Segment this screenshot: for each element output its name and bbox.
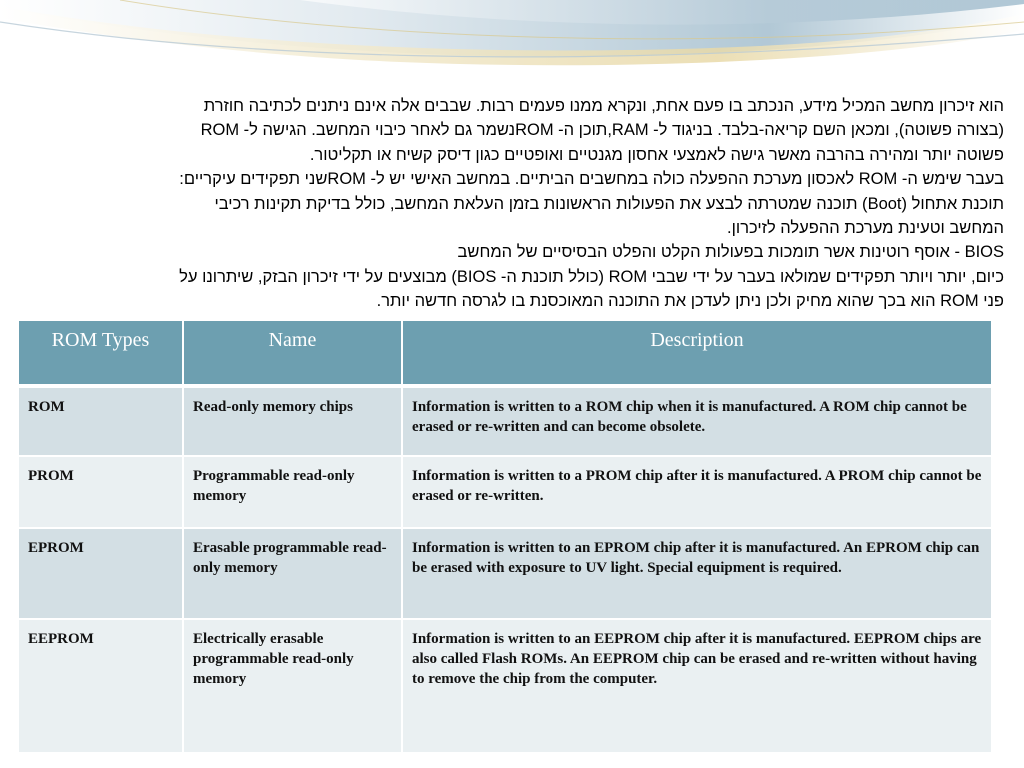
paragraph-line-1: הוא זיכרון מחשב המכיל מידע, הנכתב בו פעם אחת, ונקרא ממנו פעמים רבות. שבבים אלה אינם ניתנים לכתיבה חוזרת — [203, 97, 1004, 115]
table-row — [18, 456, 992, 528]
hebrew-body-text — [40, 94, 1004, 314]
rom-types-table — [17, 319, 993, 754]
decorative-swoosh-banner — [0, 0, 1024, 80]
row-type: PROM — [18, 456, 183, 528]
row-name: Erasable programmable read-only memory — [183, 528, 402, 619]
paragraph-line-3: פשוטה יותר ומהירה בהרבה מאשר גישה לאמצעי אחסון מגנטיים ואופטיים כגון דיסק קשיח או תקליטור. — [309, 145, 1004, 164]
table-row — [18, 386, 992, 456]
table-row — [18, 528, 992, 619]
paragraph-line-7: BIOS - אוסף רוטינות אשר תומכות בפעולות הקלט והפלט הבסיסיים של המחשב — [457, 243, 1004, 262]
row-description: Information is written to a ROM chip when it is manufactured. A ROM chip cannot be erased or re-written and can become obsolete. — [402, 386, 992, 456]
row-type: EEPROM — [18, 619, 183, 753]
table-header-row — [18, 320, 992, 386]
row-name: Electrically erasable programmable read-only memory — [183, 619, 402, 753]
table-row — [18, 619, 992, 753]
row-type: ROM — [18, 386, 183, 456]
paragraph-line-9: פני ROM הוא בכך שהוא מחיק ולכן ניתן לעדכן את התוכנה המאוכסנת בו לגרסה חדשה יותר. — [376, 292, 1004, 311]
paragraph-line-4: בעבר שימש ה- ROM לאכסון מערכת ההפעלה כולה במחשבים הביתיים. במחשב האישי יש ל- ROMשני תפקידים עיקריים: — [179, 170, 1004, 189]
row-description: Information is written to an EPROM chip after it is manufactured. An EPROM chip can be erased with exposure to UV light. Special equipment is required. — [402, 528, 992, 619]
row-description: Information is written to a PROM chip after it is manufactured. A PROM chip cannot be erased or re-written. — [402, 456, 992, 528]
paragraph-line-6: המחשב וטעינת מערכת ההפעלה לזיכרון. — [727, 219, 1004, 238]
header-rom-types: ROM Types — [18, 320, 183, 386]
header-description: Description — [402, 320, 992, 386]
header-name: Name — [183, 320, 402, 386]
row-type: EPROM — [18, 528, 183, 619]
paragraph-line-8: כיום, יותר ויותר תפקידים שמולאו בעבר על ידי שבבי ROM (כולל תוכנת ה- BIOS) מבוצעים על ידי זיכרון הבזק, שיתרונו על — [179, 267, 1004, 286]
row-name: Programmable read-only memory — [183, 456, 402, 528]
paragraph-line-2: (בצורה פשוטה), ומכאן השם קריאה-בלבד. בניגוד ל- RAM,תוכן ה- ROMנשמר גם לאחר כיבוי המחשב. הגישה ל- ROM — [200, 121, 1004, 140]
row-name: Read-only memory chips — [183, 386, 402, 456]
paragraph-line-5: תוכנת אתחול (Boot) תוכנה שמטרתה לבצע את הפעולות הראשונות בזמן העלאת המחשב, כולל בדיקת תקינות רכיבי — [214, 194, 1004, 213]
row-description: Information is written to an EEPROM chip after it is manufactured. EEPROM chips are also called Flash ROMs. An EEPROM chip can be erased and re-written without having to remove the chip from the computer. — [402, 619, 992, 753]
